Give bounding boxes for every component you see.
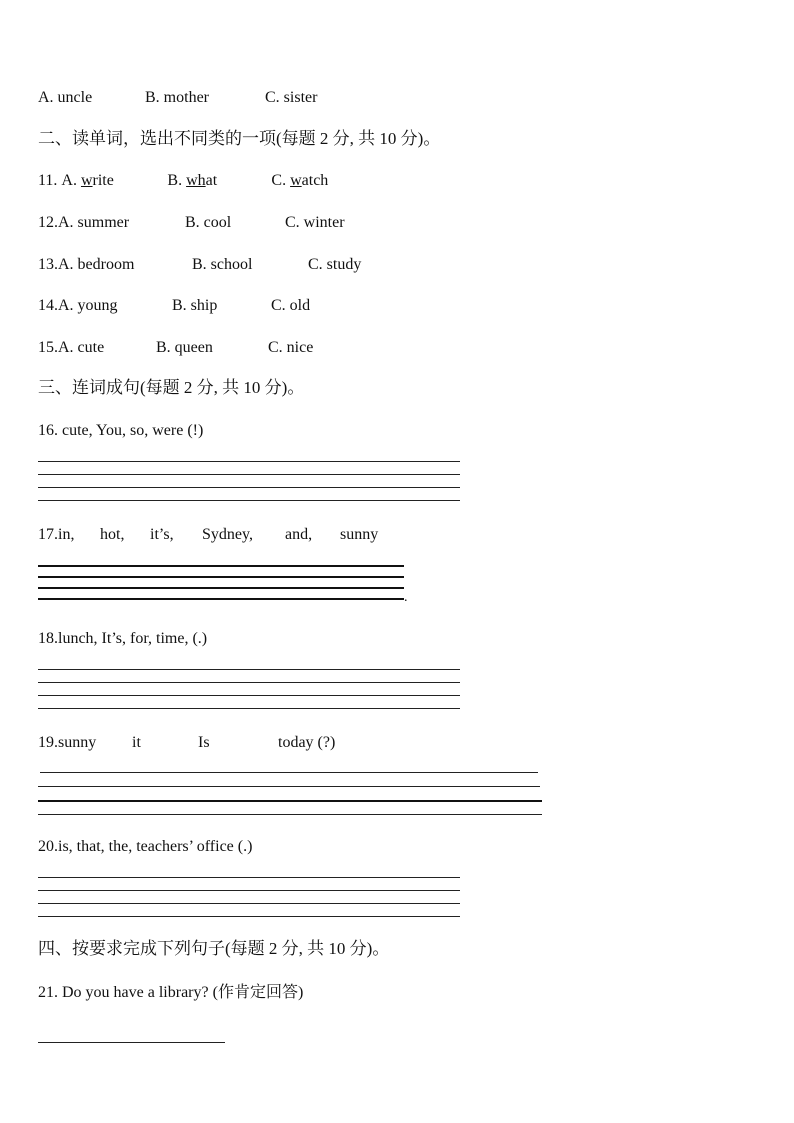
q15-option-b: B. queen (156, 339, 213, 356)
answer-line (38, 669, 460, 670)
q17-word: it’s, (150, 526, 174, 543)
question-21: 21. Do you have a library? (作肯定回答) (38, 984, 304, 1001)
section2-heading: 二、读单词，选出不同类的一项(每题 2 分, 共 10 分)。 (38, 129, 441, 148)
answer-line (38, 474, 460, 475)
question-11 (38, 171, 328, 191)
answer-line (38, 500, 460, 501)
question-20: 20.is, that, the, teachers’ office (.) (38, 838, 253, 855)
q12-option-c: C. winter (285, 214, 345, 231)
question-15 (38, 338, 313, 358)
q17-period: . (404, 590, 408, 605)
q11-number: 11. (38, 172, 62, 189)
answer-line (38, 877, 460, 878)
q12-number: 12. (38, 214, 58, 231)
answer-line (38, 903, 460, 904)
answer-line (38, 800, 542, 802)
answer-line (38, 786, 540, 787)
question-19 (38, 733, 335, 753)
q19-word: it (132, 734, 141, 751)
q12-option-b: B. cool (185, 214, 232, 231)
q13-option-a: A. bedroom (58, 256, 135, 273)
q17-word: in, (58, 526, 75, 543)
option-a: A. uncle (38, 89, 93, 106)
section4-heading: 四、按要求完成下列句子(每题 2 分, 共 10 分)。 (38, 939, 390, 958)
section3-heading: 三、连词成句(每题 2 分, 共 10 分)。 (38, 378, 305, 397)
q19-number: 19. (38, 734, 58, 751)
option-c: C. sister (265, 89, 318, 106)
q17-word: and, (285, 526, 313, 543)
q19-word: Is (198, 734, 210, 751)
q17-word: hot, (100, 526, 125, 543)
q19-word: today (?) (278, 734, 336, 751)
answer-line (38, 695, 460, 696)
answer-line (38, 598, 404, 600)
answer-line (40, 772, 538, 773)
q14-option-b: B. ship (172, 297, 218, 314)
answer-line (38, 708, 460, 709)
prev-question-options (38, 88, 317, 108)
q14-option-c: C. old (271, 297, 311, 314)
answer-line (38, 587, 404, 589)
q11-option-a: A. write (61, 172, 114, 189)
answer-line (38, 814, 542, 815)
q17-word: Sydney, (202, 526, 253, 543)
q17-word: sunny (340, 526, 379, 543)
q11-option-c: C. watch (271, 172, 329, 189)
answer-line (38, 682, 460, 683)
q14-option-a: A. young (58, 297, 118, 314)
q13-number: 13. (38, 256, 58, 273)
answer-line (38, 461, 460, 462)
q21-answer-line[interactable] (38, 1042, 225, 1043)
q14-number: 14. (38, 297, 58, 314)
q15-option-c: C. nice (268, 339, 314, 356)
question-12 (38, 213, 345, 233)
option-b: B. mother (145, 89, 209, 106)
q13-option-c: C. study (308, 256, 362, 273)
q13-option-b: B. school (192, 256, 253, 273)
q15-option-a: A. cute (58, 339, 105, 356)
question-13 (38, 255, 361, 275)
q12-option-a: A. summer (58, 214, 130, 231)
answer-line (38, 565, 404, 567)
q11-option-b: B. what (167, 172, 218, 189)
question-14 (38, 296, 310, 316)
q15-number: 15. (38, 339, 58, 356)
answer-line (38, 487, 460, 488)
answer-line (38, 890, 460, 891)
answer-line (38, 916, 460, 917)
question-18: 18.lunch, It’s, for, time, (.) (38, 630, 208, 647)
q19-word: sunny (58, 734, 97, 751)
question-16: 16. cute, You, so, were (!) (38, 422, 204, 439)
answer-line (38, 576, 404, 578)
q17-number: 17. (38, 526, 58, 543)
question-17 (38, 525, 378, 545)
